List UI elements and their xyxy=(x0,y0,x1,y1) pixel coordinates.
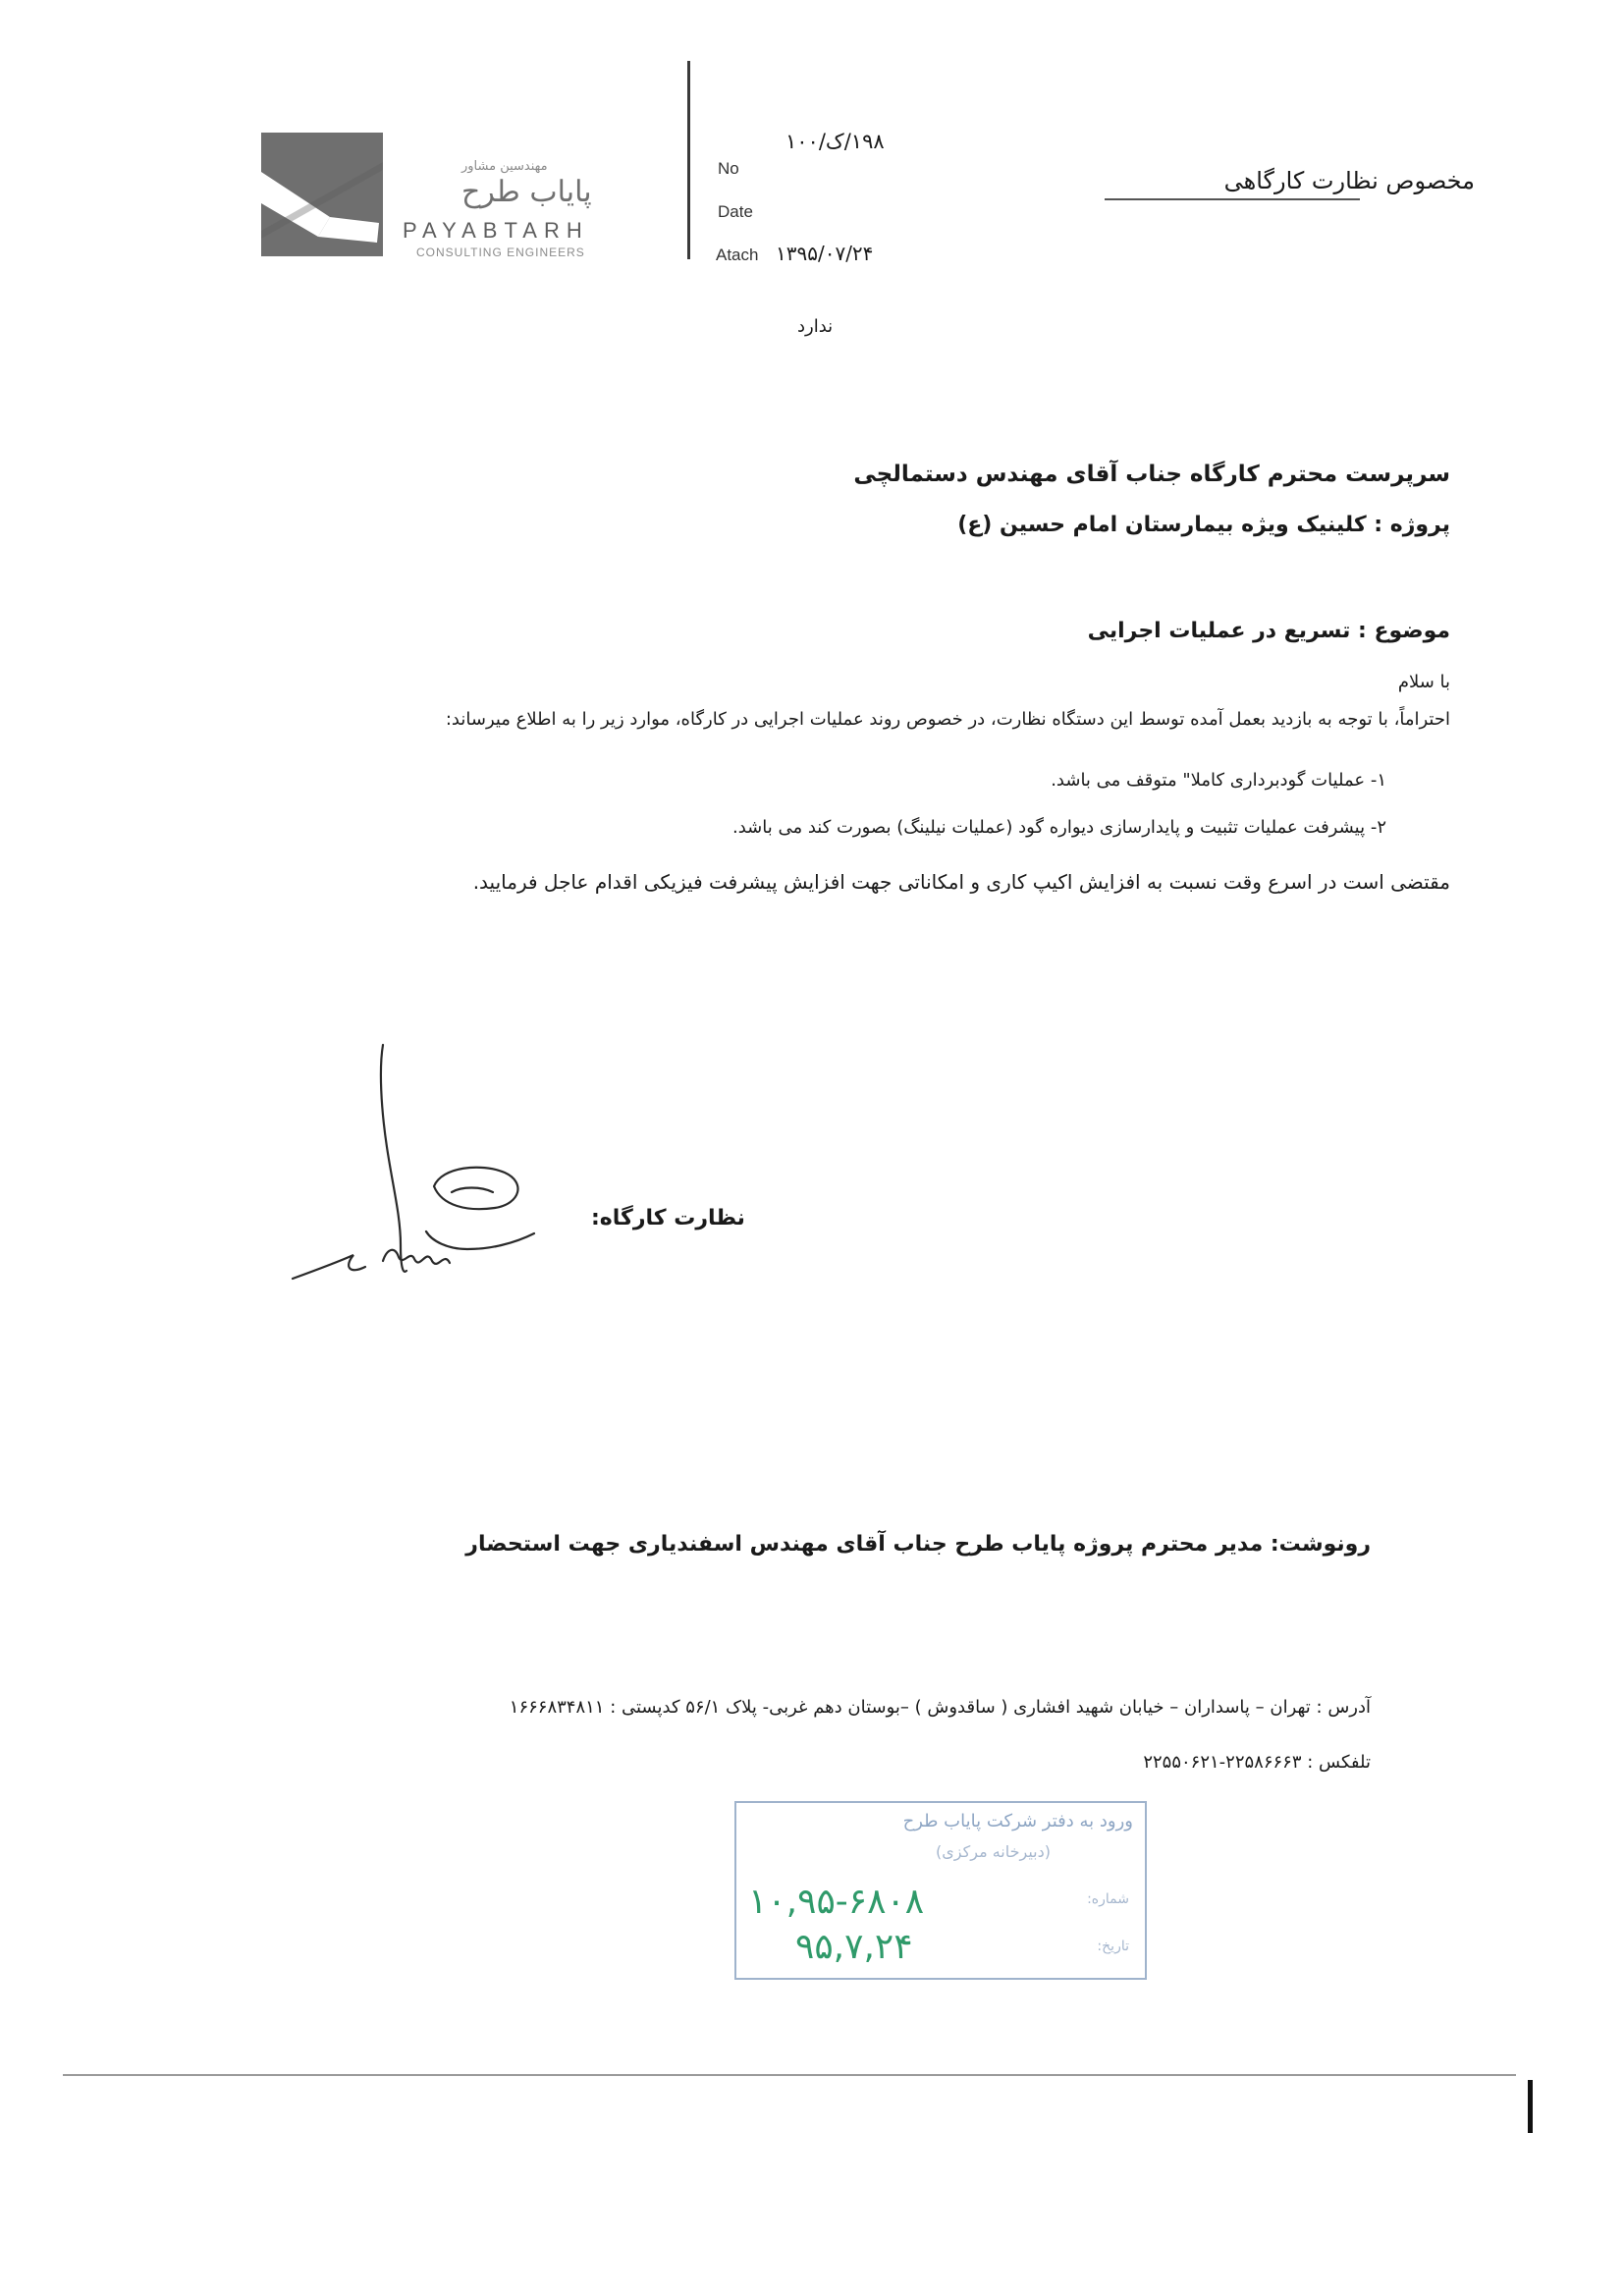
attach-label: Atach xyxy=(716,246,759,264)
stamp-date-label: تاریخ: xyxy=(1097,1939,1129,1954)
company-telfax: تلفکس : ۲۲۵۸۶۶۶۳-۲۲۵۵۰۶۲۱ xyxy=(1143,1752,1371,1773)
receipt-stamp xyxy=(734,1801,1147,1980)
recipient-line: سرپرست محترم کارگاه جناب آقای مهندس دستمالچی xyxy=(853,462,1450,487)
scan-edge-mark xyxy=(1528,2080,1533,2133)
number-label: No xyxy=(718,159,739,178)
logo-persian-name: پایاب طرح xyxy=(461,175,592,209)
stamp-number-label: شماره: xyxy=(1087,1891,1129,1907)
logo-english-name: PAYABTARH xyxy=(403,218,589,243)
greeting: با سلام xyxy=(1397,672,1450,692)
project-line: پروژه : کلینیک ویژه بیمارستان امام حسین (ع) xyxy=(957,513,1450,537)
handwritten-signature xyxy=(285,1039,579,1294)
signatory-label: نظارت کارگاه: xyxy=(591,1206,745,1230)
date-label: Date xyxy=(718,202,753,221)
logo-english-subtitle: CONSULTING ENGINEERS xyxy=(416,246,585,259)
stamp-handwritten-number: ۱۰,۹۵-۶۸۰۸ xyxy=(748,1882,925,1922)
list-item: ۲- پیشرفت عملیات تثبیت و پایدارسازی دیواره گود (عملیات نیلینگ) بصورت کند می باشد. xyxy=(731,817,1386,838)
classification-underline xyxy=(1105,198,1360,200)
cc-line: رونوشت: مدیر محترم پروژه پایاب طرح جناب آقای مهندس اسفندیاری جهت استحضار xyxy=(465,1532,1371,1557)
page-bottom-divider xyxy=(63,2074,1516,2076)
logo-caption: مهندسین مشاور xyxy=(461,159,548,174)
company-address: آدرس : تهران – پاسداران – خیابان شهید افشاری ( ساقدوش ) –بوستان دهم غربی- پلاک ۵۶/۱ کدپستی : ۱۶۶۶۸۳۴۸۱۱ xyxy=(509,1697,1371,1718)
intro-paragraph: احتراماً، با توجه به بازدید بعمل آمده توسط این دستگاه نظارت، در خصوص روند عملیات اجرایی در کارگاه، موارد زیر را به اطلاع میرساند: xyxy=(445,709,1450,730)
document-classification: مخصوص نظارت کارگاهی xyxy=(1223,167,1475,194)
attachment-value: ندارد xyxy=(797,316,834,337)
header-divider xyxy=(687,61,690,259)
company-logo-mark xyxy=(261,133,383,256)
subject-line: موضوع : تسریع در عملیات اجرایی xyxy=(1087,619,1450,643)
letter-number: ۱۹۸/ک/۱۰۰ xyxy=(785,130,885,153)
stamp-handwritten-date: ۹۵,۷,۲۴ xyxy=(795,1927,913,1967)
request-paragraph: مقتضی است در اسرع وقت نسبت به افزایش اکیپ کاری و امکاناتی جهت افزایش پیشرفت فیزیکی اقدام عاجل فرمایید. xyxy=(472,870,1450,894)
stamp-title: ورود به دفتر شرکت پایاب طرح xyxy=(902,1811,1133,1831)
list-item: ۱- عملیات گودبرداری کاملا" متوقف می باشد. xyxy=(1051,770,1386,791)
stamp-subtitle: (دبیرخانه مرکزی) xyxy=(936,1842,1051,1861)
letter-date: ۱۳۹۵/۰۷/۲۴ xyxy=(776,242,874,265)
